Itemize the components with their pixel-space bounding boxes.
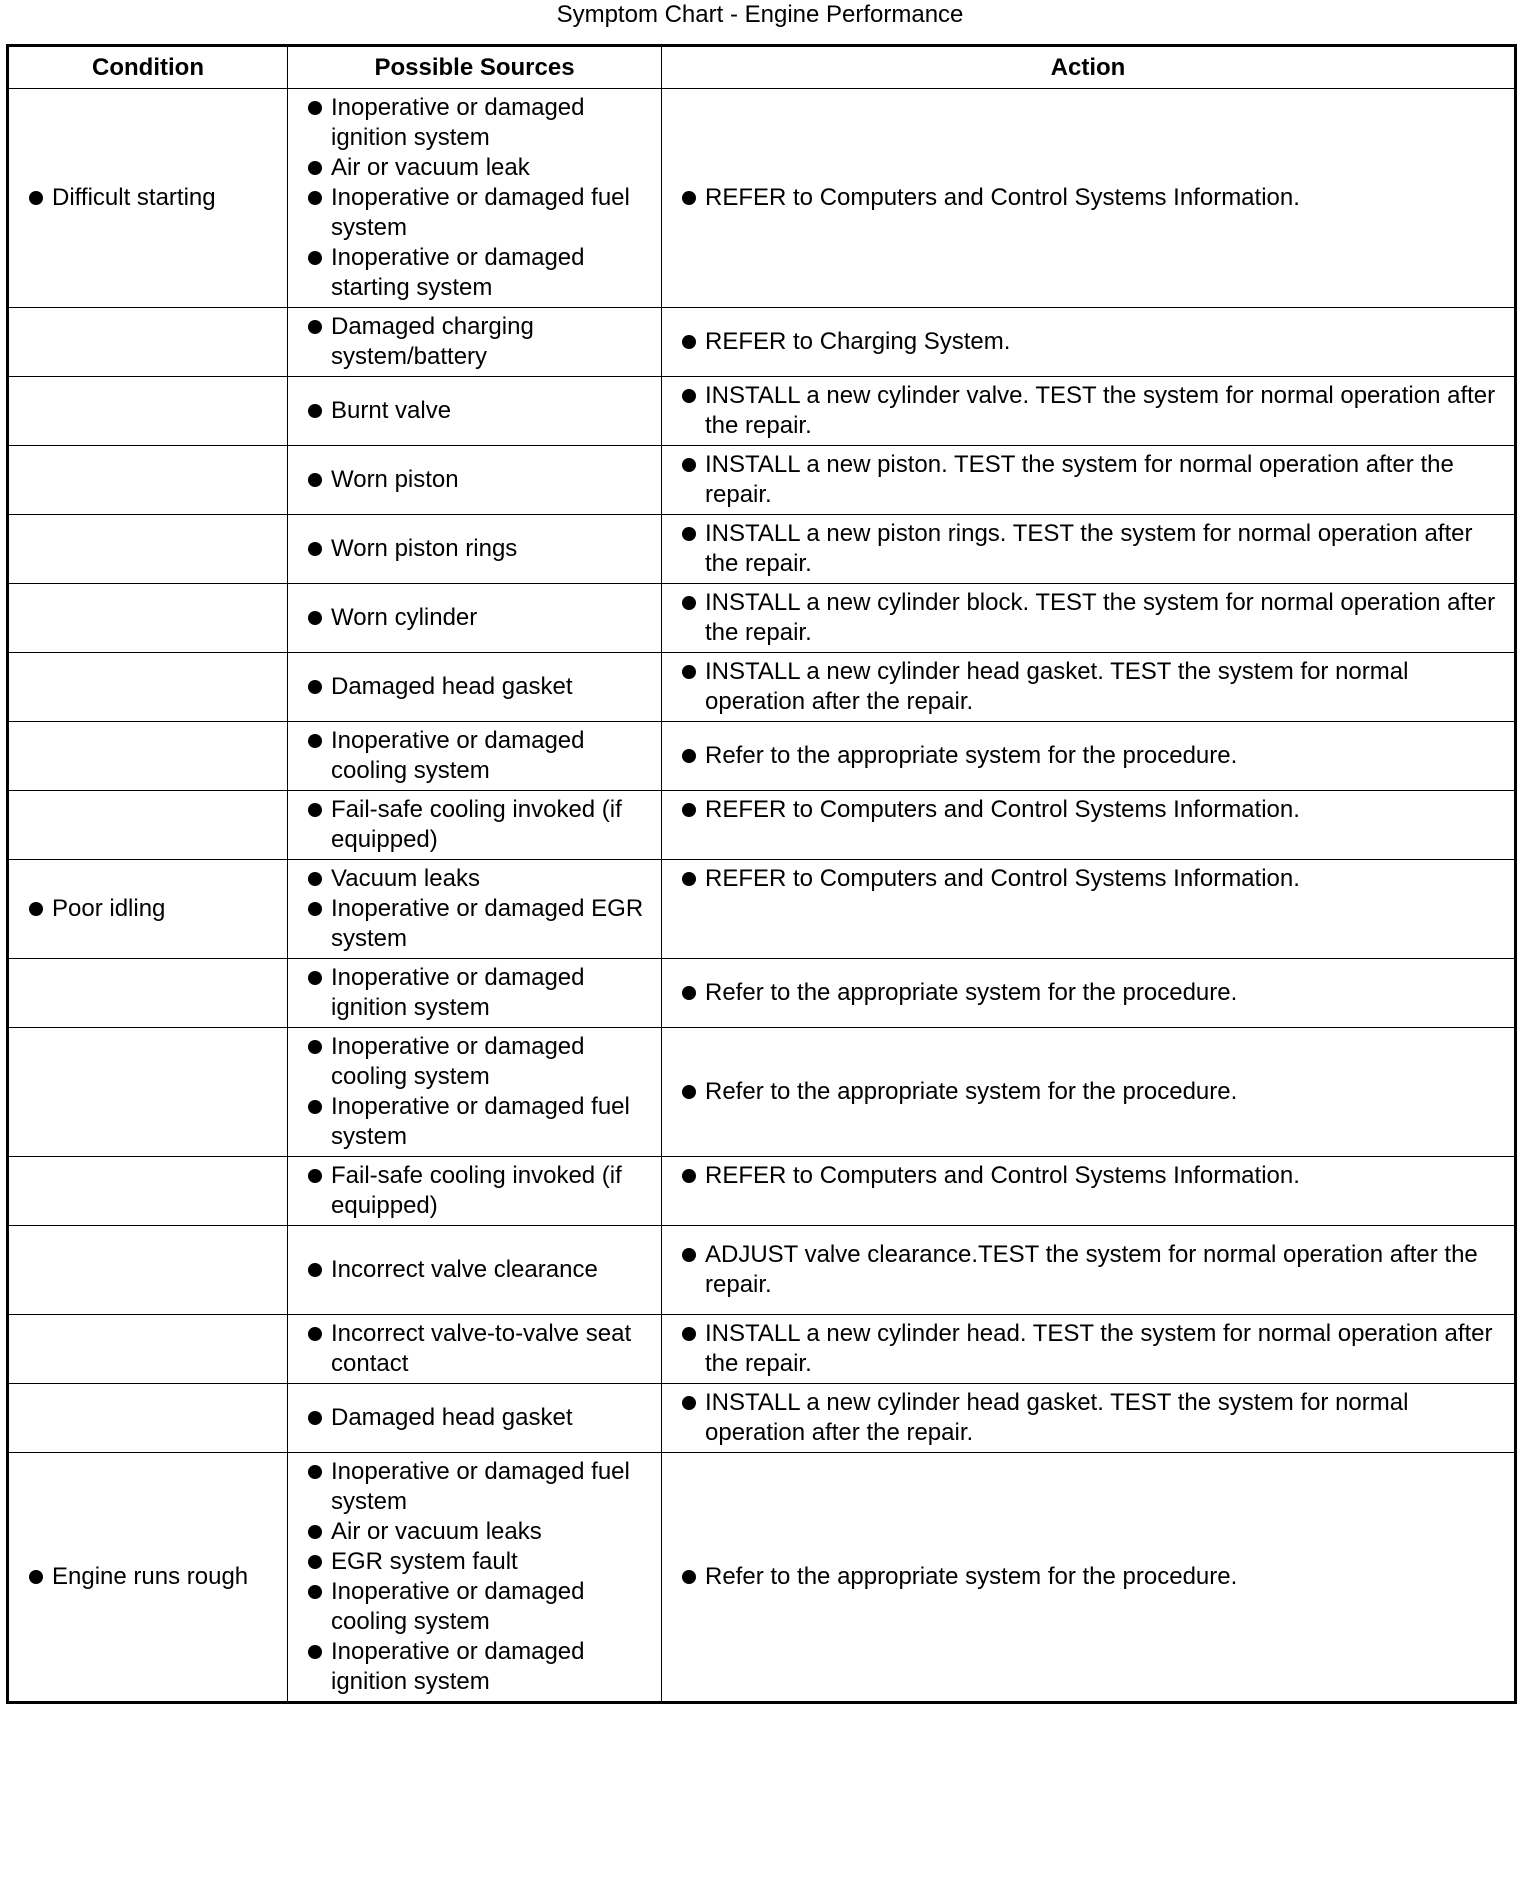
sources-cell <box>288 791 662 860</box>
action-list <box>670 519 1510 579</box>
action-list <box>670 741 1510 771</box>
table-row <box>8 377 1516 446</box>
action-list <box>670 657 1510 717</box>
source-item: Incorrect valve-to-valve seat contact <box>296 1319 653 1379</box>
header-condition: Condition <box>8 46 288 89</box>
source-item: Inoperative or damaged ignition system <box>296 1637 653 1697</box>
action-cell <box>662 1028 1516 1157</box>
sources-cell <box>288 89 662 308</box>
sources-list <box>296 963 653 1023</box>
action-cell <box>662 377 1516 446</box>
header-action: Action <box>662 46 1516 89</box>
action-list <box>670 978 1510 1008</box>
sources-cell <box>288 446 662 515</box>
condition-cell <box>8 791 288 860</box>
action-text: ADJUST valve clearance.TEST the system for normal operation after the repair. <box>670 1240 1510 1300</box>
sources-list <box>296 93 653 303</box>
condition-list <box>17 183 279 213</box>
action-list <box>670 450 1510 510</box>
action-list <box>670 1077 1510 1107</box>
action-list <box>670 1161 1510 1191</box>
action-text: REFER to Computers and Control Systems Information. <box>670 864 1510 894</box>
table-row <box>8 1453 1516 1703</box>
condition-text: Poor idling <box>17 894 279 924</box>
table-row <box>8 446 1516 515</box>
table-row <box>8 791 1516 860</box>
source-item: Worn piston rings <box>296 534 653 564</box>
source-item: Worn piston <box>296 465 653 495</box>
source-item: Inoperative or damaged ignition system <box>296 93 653 153</box>
sources-list <box>296 672 653 702</box>
table-row <box>8 1384 1516 1453</box>
condition-text: Engine runs rough <box>17 1562 279 1592</box>
sources-list <box>296 1319 653 1379</box>
action-text: REFER to Computers and Control Systems Information. <box>670 1161 1510 1191</box>
sources-cell <box>288 308 662 377</box>
action-list <box>670 1319 1510 1379</box>
table-row <box>8 959 1516 1028</box>
condition-cell <box>8 722 288 791</box>
action-cell <box>662 722 1516 791</box>
source-item: Inoperative or damaged cooling system <box>296 726 653 786</box>
condition-cell <box>8 1157 288 1226</box>
sources-cell <box>288 1028 662 1157</box>
condition-text: Difficult starting <box>17 183 279 213</box>
action-cell <box>662 1157 1516 1226</box>
action-text: Refer to the appropriate system for the procedure. <box>670 978 1510 1008</box>
source-item: Fail-safe cooling invoked (if equipped) <box>296 795 653 855</box>
source-item: Inoperative or damaged fuel system <box>296 1457 653 1517</box>
condition-cell <box>8 446 288 515</box>
sources-list <box>296 312 653 372</box>
action-cell <box>662 584 1516 653</box>
sources-cell <box>288 584 662 653</box>
condition-cell <box>8 308 288 377</box>
header-possible-sources: Possible Sources <box>288 46 662 89</box>
table-row <box>8 584 1516 653</box>
action-list <box>670 1562 1510 1592</box>
source-item: EGR system fault <box>296 1547 653 1577</box>
source-item: Damaged head gasket <box>296 1403 653 1433</box>
sources-list <box>296 1161 653 1221</box>
source-item: Burnt valve <box>296 396 653 426</box>
action-list <box>670 381 1510 441</box>
action-cell <box>662 308 1516 377</box>
source-item: Air or vacuum leak <box>296 153 653 183</box>
symptom-chart-table <box>6 44 1517 1704</box>
table-row <box>8 722 1516 791</box>
source-item: Inoperative or damaged cooling system <box>296 1577 653 1637</box>
sources-cell <box>288 722 662 791</box>
sources-list <box>296 795 653 855</box>
action-cell <box>662 515 1516 584</box>
action-text: INSTALL a new cylinder head gasket. TEST the system for normal operation after the repair. <box>670 657 1510 717</box>
sources-list <box>296 465 653 495</box>
action-cell <box>662 959 1516 1028</box>
sources-cell <box>288 1384 662 1453</box>
sources-cell <box>288 1226 662 1315</box>
table-row <box>8 1315 1516 1384</box>
table-row <box>8 1028 1516 1157</box>
action-text: INSTALL a new piston rings. TEST the system for normal operation after the repair. <box>670 519 1510 579</box>
action-cell <box>662 860 1516 959</box>
condition-cell <box>8 1453 288 1703</box>
sources-cell <box>288 860 662 959</box>
sources-list <box>296 396 653 426</box>
action-list <box>670 795 1510 825</box>
sources-list <box>296 1032 653 1152</box>
action-cell <box>662 89 1516 308</box>
sources-cell <box>288 1157 662 1226</box>
action-cell <box>662 653 1516 722</box>
source-item: Incorrect valve clearance <box>296 1255 653 1285</box>
action-text: Refer to the appropriate system for the procedure. <box>670 1562 1510 1592</box>
condition-cell <box>8 1315 288 1384</box>
action-cell <box>662 1453 1516 1703</box>
source-item: Vacuum leaks <box>296 864 653 894</box>
action-text: INSTALL a new cylinder block. TEST the system for normal operation after the repair. <box>670 588 1510 648</box>
condition-cell <box>8 1384 288 1453</box>
action-list <box>670 588 1510 648</box>
sources-cell <box>288 1315 662 1384</box>
header-row <box>8 46 1516 89</box>
sources-cell <box>288 515 662 584</box>
source-item: Inoperative or damaged ignition system <box>296 963 653 1023</box>
table-row <box>8 653 1516 722</box>
condition-cell <box>8 515 288 584</box>
sources-cell <box>288 1453 662 1703</box>
action-cell <box>662 1226 1516 1315</box>
action-list <box>670 864 1510 894</box>
action-text: INSTALL a new piston. TEST the system for normal operation after the repair. <box>670 450 1510 510</box>
action-text: REFER to Computers and Control Systems Information. <box>670 795 1510 825</box>
action-cell <box>662 791 1516 860</box>
table-row <box>8 860 1516 959</box>
action-list <box>670 1240 1510 1300</box>
condition-cell <box>8 959 288 1028</box>
table-row <box>8 89 1516 308</box>
action-text: INSTALL a new cylinder head. TEST the system for normal operation after the repair. <box>670 1319 1510 1379</box>
action-text: INSTALL a new cylinder head gasket. TEST the system for normal operation after the repair. <box>670 1388 1510 1448</box>
action-cell <box>662 446 1516 515</box>
sources-list <box>296 1457 653 1697</box>
sources-cell <box>288 377 662 446</box>
source-item: Inoperative or damaged EGR system <box>296 894 653 954</box>
condition-cell <box>8 860 288 959</box>
action-text: Refer to the appropriate system for the procedure. <box>670 1077 1510 1107</box>
source-item: Inoperative or damaged fuel system <box>296 1092 653 1152</box>
action-list <box>670 327 1510 357</box>
action-cell <box>662 1384 1516 1453</box>
table-row <box>8 515 1516 584</box>
source-item: Air or vacuum leaks <box>296 1517 653 1547</box>
sources-list <box>296 603 653 633</box>
action-text: REFER to Computers and Control Systems Information. <box>670 183 1510 213</box>
condition-cell <box>8 1028 288 1157</box>
condition-cell <box>8 653 288 722</box>
sources-cell <box>288 959 662 1028</box>
table-row <box>8 1226 1516 1315</box>
sources-list <box>296 534 653 564</box>
action-text: REFER to Charging System. <box>670 327 1510 357</box>
condition-list <box>17 894 279 924</box>
source-item: Worn cylinder <box>296 603 653 633</box>
condition-cell <box>8 584 288 653</box>
condition-cell <box>8 89 288 308</box>
source-item: Inoperative or damaged fuel system <box>296 183 653 243</box>
action-text: Refer to the appropriate system for the procedure. <box>670 741 1510 771</box>
table-body <box>8 89 1516 1703</box>
condition-cell <box>8 377 288 446</box>
page-title: Symptom Chart - Engine Performance <box>556 1 964 28</box>
condition-list <box>17 1562 279 1592</box>
action-cell <box>662 1315 1516 1384</box>
sources-list <box>296 864 653 954</box>
action-text: INSTALL a new cylinder valve. TEST the system for normal operation after the repair. <box>670 381 1510 441</box>
source-item: Inoperative or damaged starting system <box>296 243 653 303</box>
sources-cell <box>288 653 662 722</box>
condition-cell <box>8 1226 288 1315</box>
action-list <box>670 183 1510 213</box>
source-item: Damaged head gasket <box>296 672 653 702</box>
source-item: Fail-safe cooling invoked (if equipped) <box>296 1161 653 1221</box>
action-list <box>670 1388 1510 1448</box>
sources-list <box>296 1403 653 1433</box>
table-row <box>8 308 1516 377</box>
source-item: Inoperative or damaged cooling system <box>296 1032 653 1092</box>
table-row <box>8 1157 1516 1226</box>
source-item: Damaged charging system/battery <box>296 312 653 372</box>
sources-list <box>296 1255 653 1285</box>
sources-list <box>296 726 653 786</box>
